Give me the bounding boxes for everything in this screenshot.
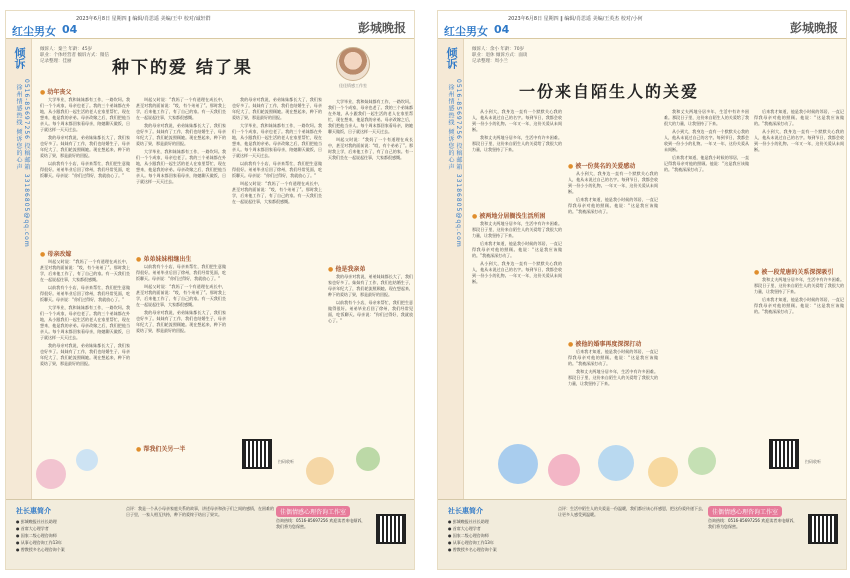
masthead	[6, 11, 414, 39]
bio-item: ● 曾教授多名心理咨询个案	[16, 547, 65, 552]
column	[754, 109, 844, 259]
paragraph: 以前我有个小店，母亲来帮忙，我们把生意做得很好。弟弟毕业后回了徐州，我们经常见面，吃饭聊天。母亲说：“你们过得好，我就放心了。”	[232, 161, 322, 178]
column	[232, 97, 322, 297]
sidebar-hotline: 徐州情感热线 倾诉您的心声	[447, 84, 454, 171]
column	[568, 349, 658, 429]
footer-title: 社长惠简介	[16, 507, 51, 515]
avatar	[336, 47, 370, 81]
paragraph: 我和丈夫两地分居多年，生活中有许多困难。那段日子里，这份来自陌生人的关爱给了我很大的力量，让我坚持了下来。	[568, 369, 658, 386]
subheading: ● 被两地分居搁浅生活所困	[472, 211, 545, 220]
masthead	[438, 11, 846, 39]
footer-comment: 点评：我是一个从小母亲家庭关系的故事，讲述母亲和孩子们之间的感情，在困难的日子里，一家人相互扶持，种下的爱终于结出了果实。	[126, 506, 274, 517]
subheading: ● 母亲改嫁	[40, 249, 71, 258]
column	[754, 277, 844, 417]
column	[328, 99, 413, 259]
paragraph: 大学毕业，我和妹妹都有工作，一路坎坷。我们一个个成家，母亲也老了。我的三个弟妹都在外地，从小跟我们一起生活的老人在家里帮忙，现在想来，他是我的亲弟。母亲改嫁之后，我们把他当亲人。每个周末都回家看母亲，陪她聊天做饭，日子就这样一天天过去。	[328, 99, 413, 134]
page-right	[437, 10, 847, 570]
paragraph: 以前我有个小店，母亲来帮忙，我们把生意做得很好。弟弟毕业后回了徐州，我们经常见面，吃饭聊天。母亲说：“你们过得好，我就放心了。”	[328, 300, 413, 323]
sidebar	[438, 39, 464, 499]
article	[32, 39, 414, 499]
paragraph: 我的母亲对我说，弟弟妹妹都长大了，我们家也好多了。妹妹有了工作，我们也结婚生子，母亲年纪大了，我们轮流照顾她。现在想起来，种下的爱结了果，那是最好的回报。	[136, 123, 226, 146]
author-info	[40, 47, 110, 65]
column	[136, 97, 226, 247]
footer-contact: 咨询热线：0516-85697256 欢迎读者来电倾诉，我们将为您保密。	[708, 518, 798, 529]
paragraph: 我的母亲对我说，弟弟妹妹都长大了，我们家也好多了。妹妹有了工作，我们也结婚生子，母亲年纪大了，我们轮流照顾她。现在想起来，种下的爱结了果，那是最好的回报。	[328, 274, 413, 297]
section-title: 红尘男女	[444, 25, 488, 38]
column	[568, 171, 658, 321]
qr-caption: 扫码收听	[805, 459, 821, 464]
paragraph: 大学毕业，我和妹妹都有工作，一路坎坷。我们一个个成家，母亲也老了。我的三个弟妹都在外地，从小跟我们一起生活的老人在家里帮忙，现在想来，他是我的亲弟。母亲改嫁之后，我们把他当亲人。每个周末都回家看母亲，陪她聊天做饭，日子就这样一天天过去。	[136, 149, 226, 184]
sidebar-tag: 倾诉	[445, 47, 458, 69]
issue-meta: 2023年6月8日 星期四 ‖ 编辑/肖思遥 美编/王英杰 校对/小何	[508, 16, 643, 22]
subheading: ● 弟弟妹妹相继出生	[136, 254, 191, 263]
paragraph: 大学毕业，我和妹妹都有工作，一路坎坷。我们一个个成家，母亲也老了。我的三个弟妹都在外地，从小跟我们一起生活的老人在家里帮忙，现在想来，他是我的亲弟。母亲改嫁之后，我们把他当亲人。每个周末都回家看母亲，陪她聊天做饭，日子就这样一天天过去。	[40, 305, 130, 340]
subheading: ● 被一段荒唐的关系深深吸引	[754, 267, 833, 276]
article	[464, 39, 846, 499]
column	[40, 259, 130, 459]
bio-item: ● 国家二级心理咨询师	[448, 533, 489, 538]
qr-caption: 扫码收听	[278, 459, 294, 464]
paragraph: 从小到大，我身边一直有一个默默关心我的人，他从未说过自己的名字。每到节日，我都会收到一份小小的礼物。一年又一年，这份关爱从未间断。	[754, 129, 844, 152]
footer-qr-code[interactable]	[376, 514, 406, 544]
paragraph: 我和丈夫两地分居多年，生活中有许多困难。那段日子里，这份来自陌生人的关爱给了我很大的力量，让我坚持了下来。	[472, 221, 562, 238]
avatar-caption: 佳佳情感工作室	[339, 83, 367, 88]
paragraph: 我的母亲对我说，弟弟妹妹都长大了，我们家也好多了。妹妹有了工作，我们也结婚生子，母亲年纪大了，我们轮流照顾她。现在想起来，种下的爱结了果，那是最好的回报。	[136, 310, 226, 333]
sidebar-tag: 倾诉	[13, 47, 26, 69]
sidebar-contact: 0516-85697256 投稿邮箱 33186805@qq.com	[23, 79, 30, 248]
column	[472, 221, 562, 421]
bio-item: ● 首席大心理学者	[16, 526, 49, 531]
paragraph: 我的母亲对我说，弟弟妹妹都长大了，我们家也好多了。妹妹有了工作，我们也结婚生子，母亲年纪大了，我们轮流照顾她。现在想起来，种下的爱结了果，那是最好的回报。	[232, 97, 322, 120]
paragraph: 从小到大，我身边一直有一个默默关心我的人，他从未说过自己的名字。每到节日，我都会收到一份小小的礼物。一年又一年，这份关爱从未间断。	[568, 171, 658, 194]
section-title: 红尘男女	[12, 25, 56, 38]
paragraph: 从小到大，我身边一直有一个默默关心我的人，他从未说过自己的名字。每到节日，我都会收到一份小小的礼物。一年又一年，这份关爱从未间断。	[664, 129, 749, 152]
paragraph: 后来我才知道，他是我小时候的邻居，一直记得我母亲对他的照顾。他说：“这是我应该做的。”我被深深打动了。	[664, 155, 749, 172]
paragraph: 后来我才知道，他是我小时候的邻居，一直记得我母亲对他的照顾。他说：“这是我应该做的。”我被深深打动了。	[568, 197, 658, 214]
subheading: ● 他是我亲弟	[328, 264, 365, 273]
sidebar	[6, 39, 32, 499]
subheading: ● 被一份莫名的关爱感动	[568, 161, 635, 170]
author-line: 记录整理：佳丽	[40, 59, 72, 64]
author-line: 倾诉人：秦兰 年龄：45岁	[40, 47, 93, 52]
studio-badge: 佳偶情感心理咨询工作室	[708, 506, 782, 517]
column	[40, 97, 130, 242]
subheading: ● 被他的婚事再度深深打动	[568, 339, 641, 348]
page-number: 04	[62, 23, 78, 36]
author-line: 记录整理：周小兰	[472, 59, 508, 64]
paragraph: 从小到大，我身边一直有一个默默关心我的人，他从未说过自己的名字。每到节日，我都会收到一份小小的礼物。一年又一年，这份关爱从未间断。	[472, 261, 562, 284]
page-number: 04	[494, 23, 510, 36]
paragraph: 大学毕业，我和妹妹都有工作，一路坎坷。我们一个个成家，母亲也老了。我的三个弟妹都在外地，从小跟我们一起生活的老人在家里帮忙，现在想来，他是我的亲弟。母亲改嫁之后，我们把他当亲人。每个周末都回家看母亲，陪她聊天做饭，日子就这样一天天过去。	[232, 123, 322, 158]
bio-item: ● 彭城晚报社社长助理	[448, 519, 489, 524]
paragraph: 我的母亲对我说，弟弟妹妹都长大了，我们家也好多了。妹妹有了工作，我们也结婚生子，母亲年纪大了，我们轮流照顾她。现在想起来，种下的爱结了果，那是最好的回报。	[40, 135, 130, 158]
paragraph: 以前我有个小店，母亲来帮忙，我们把生意做得很好。弟弟毕业后回了徐州，我们经常见面，吃饭聊天。母亲说：“你们过得好，我就放心了。”	[136, 264, 226, 281]
newspaper-logo: 彭城晚报	[789, 21, 838, 35]
paragraph: 我和丈夫两地分居多年，生活中有许多困难。那段日子里，这份来自陌生人的关爱给了我很大的力量，让我坚持了下来。	[754, 277, 844, 294]
subheading: ● 帮我们关另一半	[136, 444, 185, 453]
bio-item: ● 从事心理咨询工作13年	[16, 540, 62, 545]
bio-item: ● 曾教授多名心理咨询个案	[448, 547, 497, 552]
bio-item: ● 首席大心理学者	[448, 526, 481, 531]
paragraph: 后来我才知道，他是我小时候的邻居，一直记得我母亲对他的照顾。他说：“这是我应该做的。”我被深深打动了。	[472, 241, 562, 258]
paragraph: 叫起父时说：“我妈了一个有道理在成长中，甚至对我的面前说：“哎，有个弟弟了”。那时我上学，后来他工作了，有了自己的家。有一天我们坐在一起说起往事，大家都很感慨。	[136, 284, 226, 307]
bio-item: ● 从事心理咨询工作13年	[448, 540, 494, 545]
sidebar-hotline: 徐州情感热线 倾诉您的心声	[15, 84, 22, 171]
footer-title: 社长惠简介	[448, 507, 483, 515]
paragraph: 后来我才知道，他是我小时候的邻居，一直记得我母亲对他的照顾。他说：“这是我应该做的。”我被深深打动了。	[754, 297, 844, 314]
footer	[6, 499, 414, 569]
footer-bio	[16, 518, 65, 553]
article-title: 种下的爱 结了果	[112, 58, 253, 78]
author-info	[472, 47, 592, 65]
footer-comment: 点评：生活中陌生人的关爱是一份温暖，我们都应该心怀感恩，把这份爱传递下去，让更多人感受到温暖。	[558, 506, 706, 517]
footer-contact: 咨询热线：0516-85697256 欢迎读者来电倾诉，我们将为您保密。	[276, 518, 366, 529]
subheading: ● 幼年丧父	[40, 87, 71, 96]
paragraph: 后来我才知道，他是我小时候的邻居，一直记得我母亲对他的照顾。他说：“这是我应该做的。”我被深深打动了。	[754, 109, 844, 126]
footer-bio	[448, 518, 497, 553]
paragraph: 大学毕业，我和妹妹都有工作，一路坎坷。我们一个个成家，母亲也老了。我的三个弟妹都在外地，从小跟我们一起生活的老人在家里帮忙，现在想来，他是我的亲弟。母亲改嫁之后，我们把他当亲人。每个周末都回家看母亲，陪她聊天做饭，日子就这样一天天过去。	[40, 97, 130, 132]
author-line: 职业：个体经营者 倾诉方式：微信	[40, 53, 109, 58]
column	[328, 274, 413, 424]
qr-code[interactable]	[769, 439, 799, 469]
paragraph: 我和丈夫两地分居多年，生活中有许多困难。那段日子里，这份来自陌生人的关爱给了我很大的力量，让我坚持了下来。	[472, 135, 562, 152]
paragraph: 叫起父时说：“我妈了一个有道理在成长中，甚至对我的面前说：“哎，有个弟弟了”。那时我上学，后来他工作了，有了自己的家。有一天我们坐在一起说起往事，大家都很感慨。	[328, 137, 413, 160]
studio-badge: 佳偶情感心理咨询工作室	[276, 506, 350, 517]
column	[136, 264, 226, 434]
paragraph: 我的母亲对我说，弟弟妹妹都长大了，我们家也好多了。妹妹有了工作，我们也结婚生子，母亲年纪大了，我们轮流照顾她。现在想起来，种下的爱结了果，那是最好的回报。	[40, 343, 130, 366]
paragraph: 叫起父时说：“我妈了一个有道理在成长中，甚至对我的面前说：“哎，有个弟弟了”。那时我上学，后来他工作了，有了自己的家。有一天我们坐在一起说起往事，大家都很感慨。	[40, 259, 130, 282]
sidebar-contact: 0516-85697256 投稿邮箱 33186805@qq.com	[455, 79, 462, 248]
paragraph: 以前我有个小店，母亲来帮忙，我们把生意做得很好。弟弟毕业后回了徐州，我们经常见面，吃饭聊天。母亲说：“你们过得好，我就放心了。”	[40, 285, 130, 302]
paragraph: 叫起父时说：“我妈了一个有道理在成长中，甚至对我的面前说：“哎，有个弟弟了”。那时我上学，后来他工作了，有了自己的家。有一天我们坐在一起说起往事，大家都很感慨。	[232, 181, 322, 204]
author-line: 职业：退休 倾诉方式：面谈	[472, 53, 528, 58]
footer-qr-code[interactable]	[808, 514, 838, 544]
paragraph: 我和丈夫两地分居多年，生活中有许多困难。那段日子里，这份来自陌生人的关爱给了我很大的力量，让我坚持了下来。	[664, 109, 749, 126]
column	[664, 109, 749, 339]
page-left	[5, 10, 415, 570]
bio-item: ● 彭城晚报社社长助理	[16, 519, 57, 524]
paragraph: 叫起父时说：“我妈了一个有道理在成长中，甚至对我的面前说：“哎，有个弟弟了”。那时我上学，后来他工作了，有了自己的家。有一天我们坐在一起说起往事，大家都很感慨。	[136, 97, 226, 120]
paragraph: 后来我才知道，他是我小时候的邻居，一直记得我母亲对他的照顾。他说：“这是我应该做的。”我被深深打动了。	[568, 349, 658, 366]
paragraph: 以前我有个小店，母亲来帮忙，我们把生意做得很好。弟弟毕业后回了徐州，我们经常见面，吃饭聊天。母亲说：“你们过得好，我就放心了。”	[40, 161, 130, 178]
paragraph: 从小到大，我身边一直有一个默默关心我的人，他从未说过自己的名字。每到节日，我都会收到一份小小的礼物。一年又一年，这份关爱从未间断。	[472, 109, 562, 132]
newspaper-logo: 彭城晚报	[357, 21, 406, 35]
author-line: 倾诉人：余小 年龄：70岁	[472, 47, 525, 52]
article-title: 一份来自陌生人的关爱	[519, 82, 700, 101]
footer	[438, 499, 846, 569]
bio-item: ● 国家二级心理咨询师	[16, 533, 57, 538]
column	[472, 109, 562, 204]
qr-code[interactable]	[242, 439, 272, 469]
issue-meta: 2023年6月8日 星期四 ‖ 编辑/肖思遥 美编/王中 校对/诚轩群	[76, 16, 211, 22]
